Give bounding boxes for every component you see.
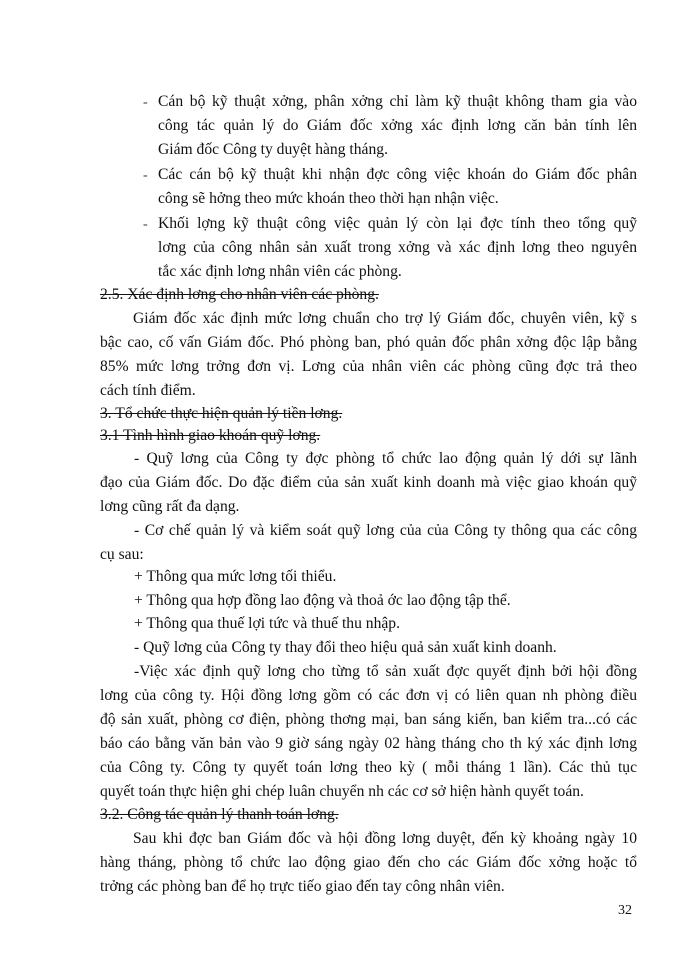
heading-3-1: 3.1 Tình hình giao khoán quỹ lơng. [100, 427, 321, 444]
heading-3-2: 3.2. Công tác quản lý thanh toán lơng. [100, 806, 339, 823]
para-2-5-line-3: 85% mức lơng trởng đơn vị. Lơng của nhân viên các phòng cũng đợc trả theo [100, 358, 637, 375]
para-2-5-line-4: cách tính điểm. [100, 382, 196, 399]
para-3-1-d-line-1: -Việc xác định quỹ lơng cho từng tổ sản xuất đợc quyết định bởi hội đồng [134, 663, 637, 680]
plus-item: + Thông qua hợp đồng lao động và thoả ớc lao động tập thể. [134, 592, 511, 609]
bullet-1-line-2: công tác quản lý do Giám đốc xởng xác định lơng căn bản tính lên [158, 117, 637, 134]
para-2-5-line-1: Giám đốc xác định mức lơng chuẩn cho trợ lý Giám đốc, chuyên viên, kỹ s [133, 310, 637, 327]
bullet-1-line-1: Cán bộ kỹ thuật xởng, phân xởng chỉ làm kỹ thuật không tham gia vào [158, 93, 637, 110]
bullet-2-line-2: công sẽ hởng theo mức khoán theo thời hạn nhận việc. [158, 190, 499, 207]
para-3-1-b-line-2: cụ sau: [100, 546, 144, 563]
para-3-2-line-2: hàng tháng, phòng tổ chức lao động giao đến cho các Giám đốc xởng hoặc tổ [100, 854, 637, 871]
plus-item: + Thông qua mức lơng tối thiểu. [134, 568, 337, 585]
bullet-3-line-1: Khối lợng kỹ thuật công việc quản lý còn lại đợc tính theo tổng quỹ [158, 215, 637, 232]
para-3-1-a-line-3: lơng cũng rất đa dạng. [100, 498, 240, 515]
bullet-1-line-3: Giám đốc Công ty duyệt hàng tháng. [158, 141, 388, 158]
para-3-1-c: - Quỹ lơng của Công ty thay đổi theo hiệu quả sản xuất kinh doanh. [134, 639, 557, 656]
bullet-marker: - [143, 217, 148, 232]
para-3-1-a-line-1: - Quỹ lơng của Công ty đợc phòng tổ chức lao động quản lý dới sự lãnh [134, 450, 637, 467]
page-number: 32 [618, 903, 632, 918]
para-3-2-line-1: Sau khi đợc ban Giám đốc và hội đồng lơng duyệt, đến kỳ khoảng ngày 10 [133, 830, 637, 847]
para-3-1-a-line-2: đạo của Giám đốc. Do đặc điểm của sản xuất kinh doanh mà việc giao khoán quỹ [100, 474, 637, 491]
para-3-1-d-line-5: của Công ty. Công ty quyết toán lơng theo kỳ ( mỗi tháng 1 lần). Các thủ tục [100, 759, 637, 776]
bullet-3-line-2: lơng của công nhân sản xuất trong xởng và xác định lơng theo nguyên [158, 239, 637, 256]
bullet-marker: - [143, 95, 148, 110]
para-3-2-line-3: trởng các phòng ban để họ trực tiếo giao đến tay công nhân viên. [100, 878, 505, 895]
heading-3: 3. Tổ chức thực hiện quản lý tiền lơng. [100, 405, 343, 422]
bullet-marker: - [143, 168, 148, 183]
plus-item: + Thông qua thuế lợi tức và thuế thu nhập. [134, 615, 400, 632]
para-3-1-d-line-2: lơng của công ty. Hội đồng lơng gồm có các đơn vị có liên quan nh phòng điều [100, 687, 637, 704]
bullet-2-line-1: Các cán bộ kỹ thuật khi nhận đợc công việc khoán do Giám đốc phân [158, 166, 637, 183]
para-3-1-b-line-1: - Cơ chế quản lý và kiểm soát quỹ lơng của của Công ty thông qua các công [134, 522, 637, 539]
heading-2-5: 2.5. Xác định lơng cho nhân viên các phòng. [100, 286, 379, 303]
para-2-5-line-2: bậc cao, cố vấn Giám đốc. Phó phòng ban, phó quản đốc phân xởng độc lập bằng [100, 334, 637, 351]
bullet-3-line-3: tắc xác định lơng nhân viên các phòng. [158, 263, 402, 280]
para-3-1-d-line-6: quyết toán thực hiện ghi chép luân chuyển nh các cơ sở hiện hành quyết toán. [100, 783, 584, 800]
para-3-1-d-line-3: độ sản xuất, phòng cơ điện, phòng thơng mại, ban sáng kiến, ban kiểm tra...có các [100, 711, 637, 728]
para-3-1-d-line-4: báo cáo bằng văn bản vào 9 giờ sáng ngày 02 hàng tháng cho th ký xác định lơng [100, 735, 637, 752]
